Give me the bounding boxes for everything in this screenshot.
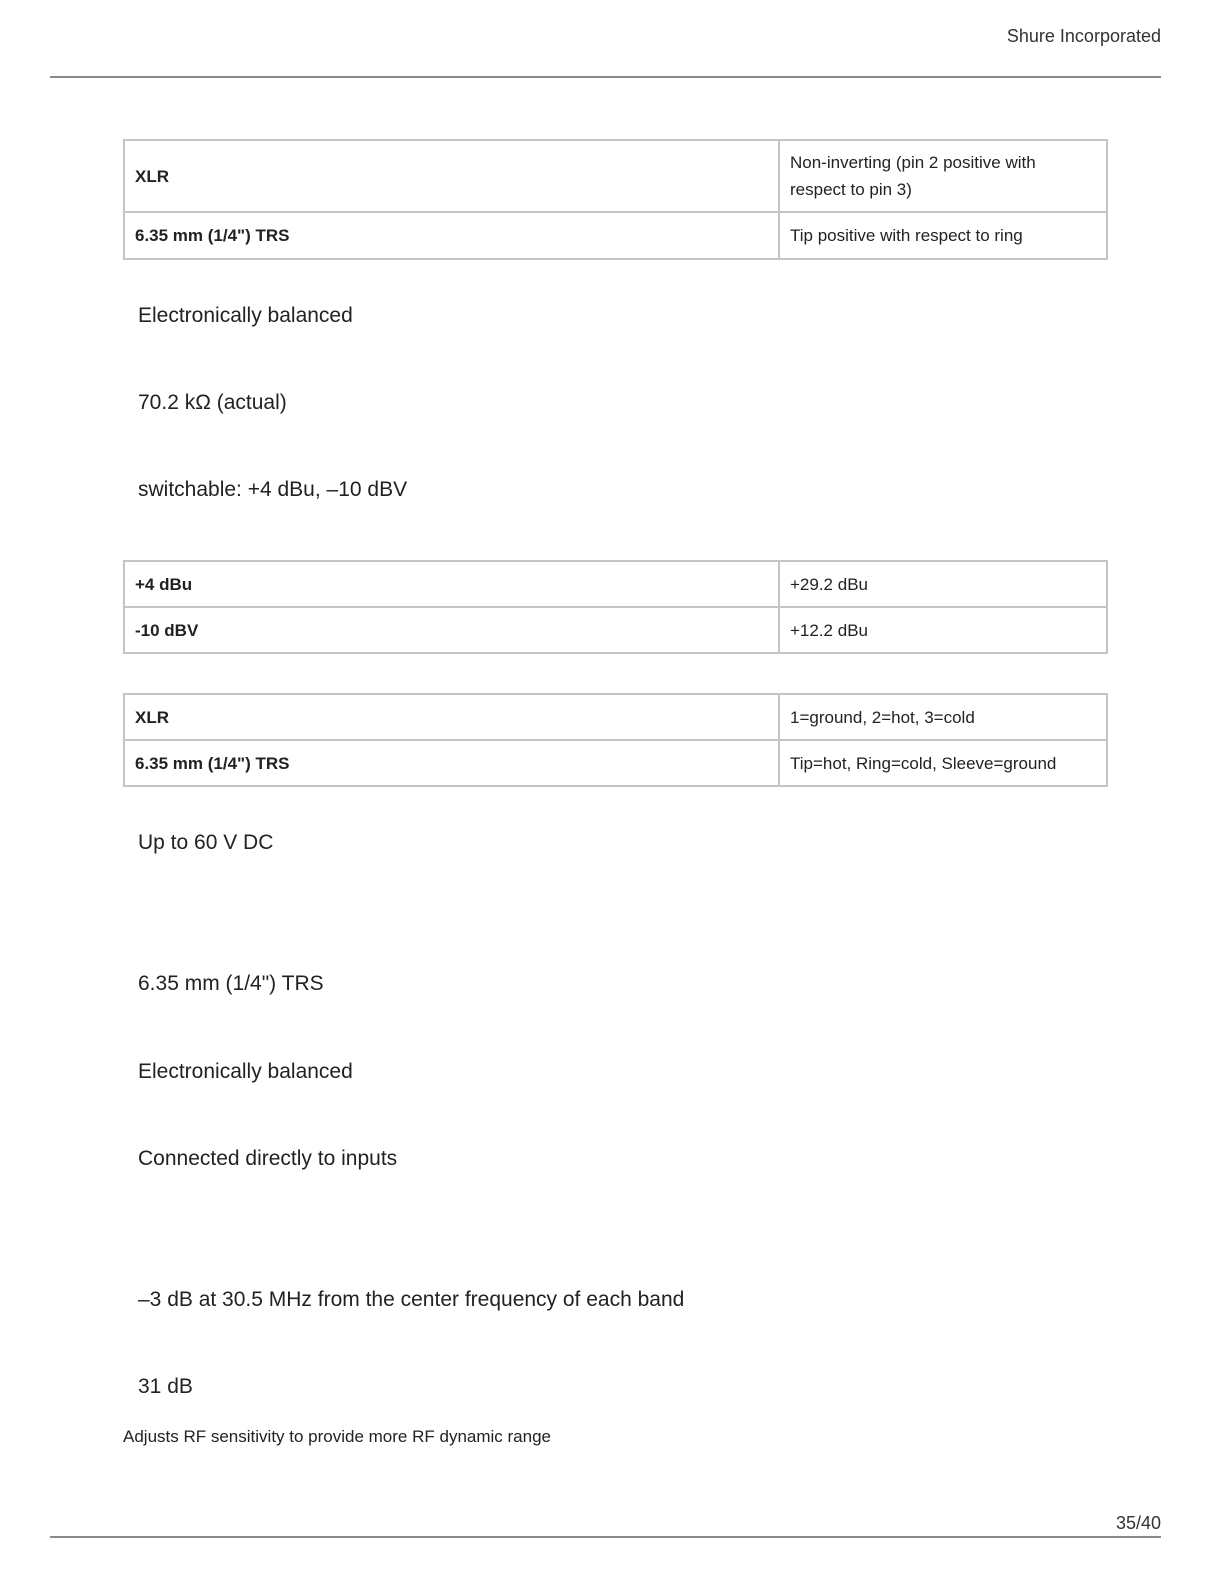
table-value: Tip positive with respect to ring (779, 212, 1107, 259)
header-divider (50, 76, 1161, 78)
table-value: Tip=hot, Ring=cold, Sleeve=ground (779, 740, 1107, 786)
table-row (124, 740, 1107, 786)
table-key: +4 dBu (124, 561, 779, 607)
phantom-power-protection: Up to 60 V DC (138, 831, 274, 854)
table-row (124, 694, 1107, 740)
output-impedance: Connected directly to inputs (138, 1147, 398, 1170)
output-configuration: Electronically balanced (138, 1060, 353, 1083)
table-row (124, 212, 1107, 259)
rf-attenuation-note: Adjusts RF sensitivity to provide more RF dynamic range (123, 1427, 551, 1446)
input-impedance: 70.2 kΩ (actual) (138, 391, 287, 414)
max-level-table (123, 560, 1108, 654)
nominal-input-level: switchable: +4 dBu, –10 dBV (138, 478, 408, 501)
table-row (124, 561, 1107, 607)
footer-divider (50, 1536, 1161, 1538)
table-key: 6.35 mm (1/4") TRS (124, 212, 779, 259)
input-configuration: Electronically balanced (138, 304, 353, 327)
page-number: 35/40 (1115, 1513, 1161, 1533)
table-row (124, 140, 1107, 212)
polarity-table (123, 139, 1108, 260)
pin-assignment-table (123, 693, 1108, 787)
table-key: 6.35 mm (1/4") TRS (124, 740, 779, 786)
table-value: +12.2 dBu (779, 607, 1107, 653)
rf-attenuation: 31 dB (138, 1375, 193, 1398)
table-value: Non-inverting (pin 2 positive with respect to pin 3) (779, 140, 1107, 212)
output-connector: 6.35 mm (1/4") TRS (138, 972, 324, 995)
table-value: 1=ground, 2=hot, 3=cold (779, 694, 1107, 740)
table-key: XLR (124, 140, 779, 212)
table-key: -10 dBV (124, 607, 779, 653)
table-value: +29.2 dBu (779, 561, 1107, 607)
header-company: Shure Incorporated (1006, 26, 1161, 46)
rf-bandwidth: –3 dB at 30.5 MHz from the center frequency of each band (138, 1288, 685, 1311)
table-key: XLR (124, 694, 779, 740)
table-row (124, 607, 1107, 653)
